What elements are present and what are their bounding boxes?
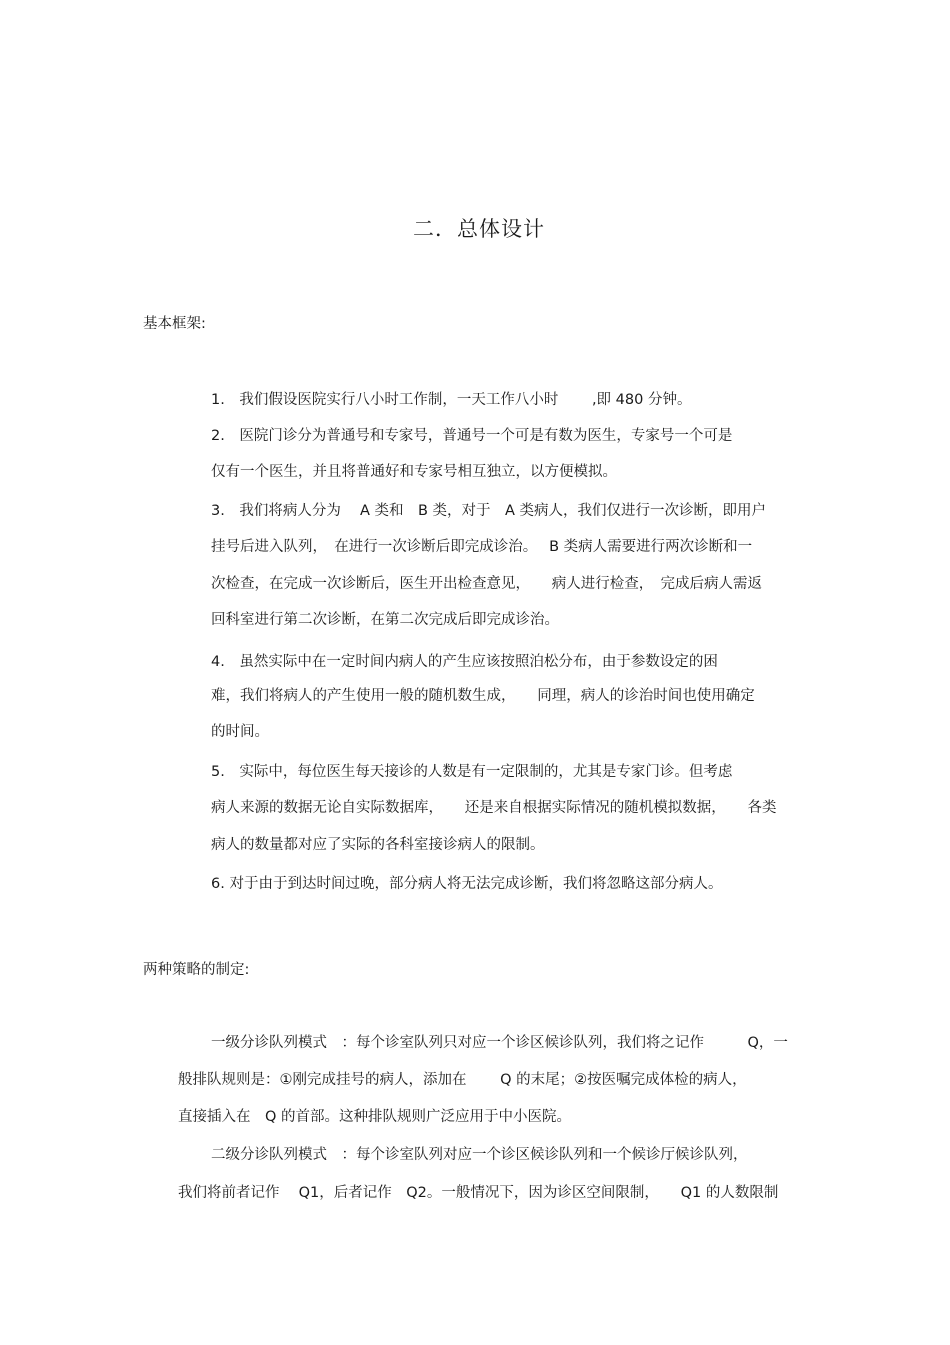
list-item-line: 回科室进行第二次诊断，在第二次完成后即完成诊治。: [211, 612, 559, 628]
list-item-line: 2. 医院门诊分为普通号和专家号，普通号一个可是有数为医生，专家号一个可是: [211, 428, 733, 444]
list-item-line: 3. 我们将病人分为 A 类和 B 类，对于 A 类病人，我们仅进行一次诊断，即用户: [211, 503, 767, 519]
paragraph-line: 直接插入在 Q 的首部。这种排队规则广泛应用于中小医院。: [178, 1109, 572, 1125]
list-item-line: 的时间。: [211, 724, 269, 740]
list-item-line: 挂号后进入队列， 在进行一次诊断后即完成诊治。 B 类病人需要进行两次诊断和一: [211, 539, 753, 555]
paragraph-line: 我们将前者记作 Q1，后者记作 Q2。一般情况下，因为诊区空间限制， Q1 的人数限制: [178, 1185, 779, 1201]
section-heading-framework: 基本框架:: [143, 316, 206, 332]
list-item-line: 4. 虽然实际中在一定时间内病人的产生应该按照泊松分布，由于参数设定的困: [211, 654, 718, 670]
list-item-line: 难，我们将病人的产生使用一般的随机数生成， 同理，病人的诊治时间也使用确定: [211, 688, 755, 704]
list-item-line: 1. 我们假设医院实行八小时工作制，一天工作八小时 ,即 480 分钟。: [211, 392, 692, 408]
list-item-line: 病人来源的数据无论自实际数据库， 还是来自根据实际情况的随机模拟数据， 各类: [211, 800, 777, 816]
list-item-line: 仅有一个医生，并且将普通好和专家号相互独立，以方便模拟。: [211, 464, 617, 480]
list-item-line: 病人的数量都对应了实际的各科室接诊病人的限制。: [211, 837, 545, 853]
paragraph-line: 一级分诊队列模式 ：每个诊室队列只对应一个诊区候诊队列，我们将之记作 Q，一: [211, 1035, 788, 1051]
page-title: 二．总体设计: [413, 217, 545, 241]
list-item-line: 6. 对于由于到达时间过晚，部分病人将无法完成诊断，我们将忽略这部分病人。: [211, 876, 723, 892]
paragraph-line: 二级分诊队列模式 ：每个诊室队列对应一个诊区候诊队列和一个候诊厅候诊队列，: [211, 1147, 748, 1163]
list-item-line: 5. 实际中，每位医生每天接诊的人数是有一定限制的，尤其是专家门诊。但考虑: [211, 764, 733, 780]
list-item-line: 次检查，在完成一次诊断后，医生开出检查意见， 病人进行检查， 完成后病人需返: [211, 576, 762, 592]
paragraph-line: 般排队规则是：①刚完成挂号的病人，添加在 Q 的末尾；②按医嘱完成体检的病人，: [178, 1072, 747, 1088]
section-heading-strategies: 两种策略的制定:: [143, 962, 250, 978]
